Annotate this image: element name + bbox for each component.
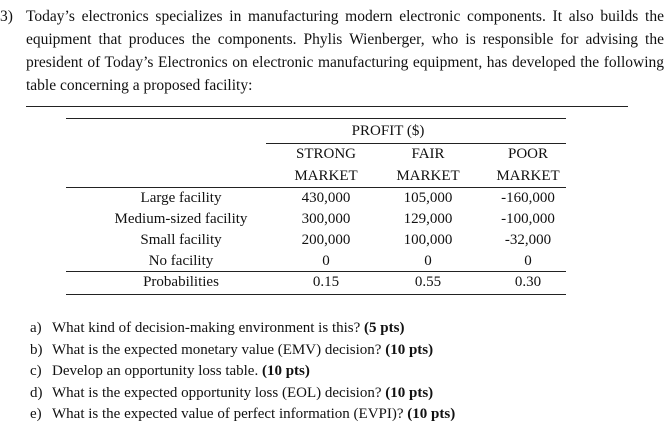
table-cell: 0.55 xyxy=(414,274,442,290)
list-item xyxy=(30,340,455,362)
table-cell: 200,000 xyxy=(301,232,351,248)
part-text: What is the expected opportunity loss (EOL) decision? xyxy=(52,384,386,401)
part-points: (10 pts) xyxy=(385,341,434,358)
table-bottom-rule xyxy=(66,294,566,295)
list-item xyxy=(30,361,455,383)
table-cell: 100,000 xyxy=(403,232,453,248)
part-text: What is the expected value of perfect information (EVPI)? xyxy=(52,406,408,422)
column-header-fair: FAIR xyxy=(411,146,445,162)
part-text: Develop an opportunity loss table. xyxy=(52,363,262,379)
table-cell: -100,000 xyxy=(501,211,555,227)
question-text: Today’s electronics specializes in manufacturing modern electronic components. It also builds the equipment that produces the components. Phylis Wienberger, who is responsible for advising the president of Today’s Electronics on electronic manufacturing equipment, has developed the following table concerning a proposed facility: xyxy=(26,8,664,94)
part-points: (10 pts) xyxy=(385,384,434,401)
column-header-fair-market: MARKET xyxy=(396,168,460,184)
column-header-strong: STRONG xyxy=(295,146,356,162)
row-label-none: No facility xyxy=(148,253,214,269)
list-item xyxy=(30,383,455,405)
table-cell: -32,000 xyxy=(504,232,552,248)
table-cell: 129,000 xyxy=(403,211,453,227)
part-letter: d) xyxy=(30,384,43,401)
sub-questions xyxy=(30,318,455,426)
table-cell: 0.15 xyxy=(312,274,340,290)
table-cell: 0 xyxy=(424,253,432,269)
part-letter: a) xyxy=(30,320,42,336)
row-label-medium: Medium-sized facility xyxy=(114,211,248,227)
part-text: What is the expected monetary value (EMV) decision? xyxy=(52,341,386,358)
part-points: (5 pts) xyxy=(364,320,405,336)
column-header-poor: POOR xyxy=(507,146,548,162)
list-item xyxy=(30,318,455,340)
part-letter: e) xyxy=(30,406,42,422)
column-header-strong-market: MARKET xyxy=(294,168,358,184)
table-top-rule xyxy=(66,118,566,119)
part-letter: b) xyxy=(30,341,43,358)
table-cell: 300,000 xyxy=(301,211,351,227)
table-cell: 0 xyxy=(322,253,330,269)
table-cell: 430,000 xyxy=(301,190,351,206)
table-super-header: PROFIT ($) xyxy=(351,123,425,139)
row-label-small: Small facility xyxy=(140,232,222,248)
divider-line xyxy=(26,106,628,107)
column-header-poor-market: MARKET xyxy=(496,168,560,184)
table-cell: 0 xyxy=(524,253,532,269)
table-cell: -160,000 xyxy=(501,190,555,206)
part-points: (10 pts) xyxy=(407,406,456,422)
part-text: What kind of decision-making environment is this? xyxy=(52,320,365,336)
part-points: (10 pts) xyxy=(261,363,310,379)
question-number: 3) xyxy=(0,8,13,25)
part-letter: c) xyxy=(30,363,42,379)
row-label-probabilities: Probabilities xyxy=(143,274,219,290)
list-item xyxy=(30,404,455,426)
table-cell: 105,000 xyxy=(403,190,453,206)
row-label-large: Large facility xyxy=(140,190,222,206)
table-cell: 0.30 xyxy=(514,274,542,290)
